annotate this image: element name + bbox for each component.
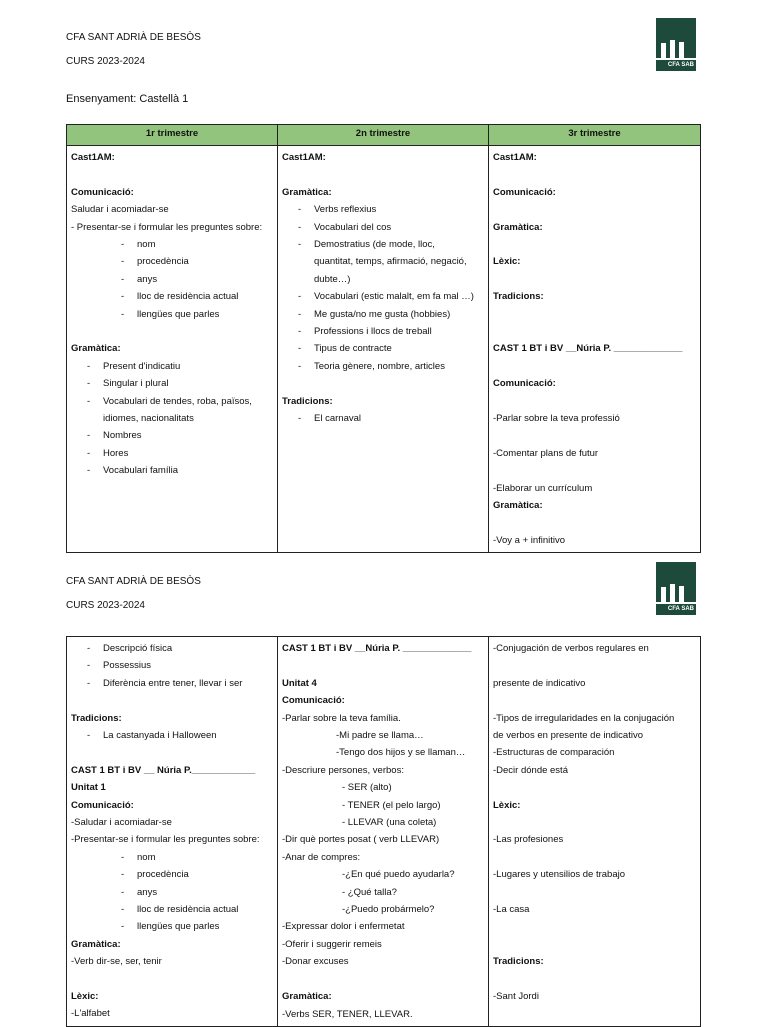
spacer <box>71 323 273 340</box>
section-heading: Tradicions: <box>493 956 544 968</box>
content-line: - Vocabulari de tendes, roba, països, <box>71 393 273 410</box>
header-trimester-2: 2n trimestre <box>278 125 489 146</box>
content-line: - TENER (el pelo largo) <box>342 799 441 811</box>
content-line: -Descriure persones, verbos: <box>282 764 404 776</box>
spacer <box>71 166 273 183</box>
spacer <box>493 201 696 218</box>
content-line: -Mi padre se llama… <box>336 730 424 742</box>
content-line: -Expressar dolor i enfermetat <box>282 921 405 933</box>
trimester-3-content-continued <box>489 637 701 1027</box>
section-heading: Lèxic: <box>71 991 99 1003</box>
content-line: -Verbs SER, TENER, LLEVAR. <box>282 1008 413 1020</box>
content-line: -Verb dir-se, ser, tenir <box>71 956 162 968</box>
content-line: -Presentar-se i formular les preguntes sobre: <box>71 834 260 846</box>
content-line: -Sant Jordi <box>493 990 539 1002</box>
syllabus-table-1 <box>66 124 701 553</box>
content-line: - procedència <box>71 253 273 270</box>
section-heading: Gramàtica: <box>493 221 543 233</box>
spacer <box>493 971 696 988</box>
section-heading: Gramàtica: <box>71 343 121 355</box>
content-line: - Teoria gènere, nombre, articles <box>282 358 484 375</box>
logo-text-page-2: CFA SAB <box>667 606 694 612</box>
content-line: -Tipos de irregularidades en la conjugación <box>493 712 675 724</box>
content-line: -Voy a + infinitivo <box>493 534 566 546</box>
content-line: - ¿Qué talla? <box>342 886 397 898</box>
trimester-3-content <box>489 146 701 553</box>
header-trimester-3: 3r trimestre <box>489 125 701 146</box>
spacer <box>282 657 484 674</box>
section-heading: Comunicació: <box>282 695 345 707</box>
school-year-page-2: CURS 2023-2024 <box>66 600 145 611</box>
content-line: -¿Puedo probármelo? <box>342 904 435 916</box>
content-line: - Hores <box>71 445 273 462</box>
content-line: - Present d'indicatiu <box>71 358 273 375</box>
spacer <box>493 323 696 340</box>
spacer <box>282 375 484 392</box>
content-line: -Estructuras de comparación <box>493 747 615 759</box>
spacer <box>493 918 696 935</box>
content-line: -Conjugación de verbos regulares en <box>493 643 649 654</box>
section-heading: Comunicació: <box>493 186 556 198</box>
content-line: - Verbs reflexius <box>282 201 484 218</box>
content-line: -Oferir i suggerir remeis <box>282 938 382 950</box>
section-heading: Gramàtica: <box>493 499 543 511</box>
content-line: - Descripció física <box>71 640 273 657</box>
content-line: -Tengo dos hijos y se llaman… <box>336 747 466 759</box>
content-line: -Parlar sobre la teva família. <box>282 712 401 724</box>
content-line: idiomes, nacionalitats <box>103 413 194 425</box>
content-line: - anys <box>71 884 273 901</box>
spacer <box>493 849 696 866</box>
content-line: -Las profesiones <box>493 834 564 846</box>
content-line: - Professions i llocs de treball <box>282 323 484 340</box>
spacer <box>71 971 273 988</box>
content-line: presente de indicativo <box>493 677 586 689</box>
spacer <box>493 271 696 288</box>
spacer <box>71 692 273 709</box>
header-trimester-1: 1r trimestre <box>67 125 278 146</box>
content-line: Saludar i acomiadar-se <box>71 204 169 216</box>
spacer <box>493 692 696 709</box>
content-line: - Vocabulari (estic malalt, em fa mal …) <box>282 288 484 305</box>
content-line: -Comentar plans de futur <box>493 447 599 459</box>
spacer <box>493 166 696 183</box>
school-name-page-2: CFA SANT ADRIÀ DE BESÒS <box>66 576 201 587</box>
spacer <box>493 779 696 796</box>
content-line: - Possessius <box>71 657 273 674</box>
content-line: de verbos en presente de indicativo <box>493 730 643 741</box>
section-heading: Gramàtica: <box>71 938 121 950</box>
school-name: CFA SANT ADRIÀ DE BESÒS <box>66 32 201 43</box>
content-line: - Demostratius (de mode, lloc, <box>282 236 484 253</box>
content-line: - Diferència entre tener, llevar i ser <box>71 675 273 692</box>
content-line: - Singular i plural <box>71 375 273 392</box>
content-line: - nom <box>71 236 273 253</box>
section-heading: Comunicació: <box>71 799 134 811</box>
content-line: -Anar de compres: <box>282 851 361 863</box>
content-line: - nom <box>71 849 273 866</box>
section-heading: Gramàtica: <box>282 991 332 1003</box>
content-line: - LLEVAR (una coleta) <box>342 817 437 829</box>
trimester-2-content <box>278 146 489 553</box>
content-line: -Dir què portes posat ( verb LLEVAR) <box>282 834 440 846</box>
content-line: -Elaborar un currículum <box>493 482 593 494</box>
content-line: - SER (alto) <box>342 782 392 794</box>
section-heading: Gramàtica: <box>282 186 332 198</box>
content-line: -Parlar sobre la teva professió <box>493 412 620 424</box>
section-heading: Unitat 1 <box>71 782 106 794</box>
content-line: quantitat, temps, afirmació, negació, <box>314 256 467 268</box>
section-heading: Tradicions: <box>493 291 544 303</box>
section-heading: CAST 1 BT i BV __ Núria P.____________ <box>71 764 256 776</box>
spacer <box>493 657 696 674</box>
section-heading: Lèxic: <box>493 256 521 268</box>
spacer <box>493 462 696 479</box>
content-line: - Vocabulari família <box>71 462 273 479</box>
spacer <box>493 427 696 444</box>
content-line: -¿En qué puedo ayudarla? <box>342 869 455 881</box>
spacer <box>71 744 273 761</box>
content-line: dubte…) <box>314 273 351 285</box>
content-line: - La castanyada i Halloween <box>71 727 273 744</box>
trimester-2-content-continued <box>278 637 489 1027</box>
section-heading: CAST 1 BT i BV __Núria P. _____________ <box>282 643 472 654</box>
spacer <box>493 358 696 375</box>
spacer <box>493 936 696 953</box>
trimester-1-content <box>67 146 278 553</box>
spacer <box>493 306 696 323</box>
logo-text: CFA SAB <box>667 62 694 68</box>
content-line: -Saludar i acomiadar-se <box>71 817 172 829</box>
section-heading: Unitat 4 <box>282 677 317 689</box>
content-line: - El carnaval <box>282 410 484 427</box>
section-heading: CAST 1 BT i BV __Núria P. _____________ <box>493 343 683 355</box>
trimester-1-content-continued <box>67 637 278 1027</box>
spacer <box>493 393 696 410</box>
spacer <box>282 166 484 183</box>
section-heading: Comunicació: <box>493 378 556 390</box>
subject-title: Ensenyament: Castellà 1 <box>66 93 189 105</box>
content-line: - Tipus de contracte <box>282 340 484 357</box>
content-line: - procedència <box>71 866 273 883</box>
content-line: -Decir dónde está <box>493 764 568 776</box>
content-line: -Lugares y utensilios de trabajo <box>493 869 626 881</box>
content-line: -L'alfabet <box>71 1008 110 1020</box>
content-line: -Donar excuses <box>282 956 349 968</box>
section-heading: Cast1AM: <box>282 152 326 163</box>
section-heading: Cast1AM: <box>493 152 537 163</box>
content-line: - lloc de residència actual <box>71 901 273 918</box>
content-line: - lloc de residència actual <box>71 288 273 305</box>
section-heading: Lèxic: <box>493 799 521 811</box>
section-heading: Cast1AM: <box>71 152 115 163</box>
spacer <box>493 514 696 531</box>
section-heading: Tradicions: <box>71 712 122 724</box>
content-line: - Presentar-se i formular les preguntes sobre: <box>71 221 263 233</box>
syllabus-table-2 <box>66 636 701 1027</box>
school-logo <box>656 18 696 71</box>
content-line: -La casa <box>493 904 530 915</box>
content-line: - Nombres <box>71 427 273 444</box>
school-logo-page-2 <box>656 562 696 615</box>
school-year: CURS 2023-2024 <box>66 56 145 67</box>
content-line: - Vocabulari del cos <box>282 219 484 236</box>
content-line: - llengües que parles <box>71 918 273 935</box>
content-line: - Me gusta/no me gusta (hobbies) <box>282 306 484 323</box>
content-line: - anys <box>71 271 273 288</box>
content-line: - llengües que parles <box>71 306 273 323</box>
section-heading: Comunicació: <box>71 186 134 198</box>
spacer <box>493 814 696 831</box>
section-heading: Tradicions: <box>282 395 333 407</box>
spacer <box>282 971 484 988</box>
spacer <box>493 884 696 901</box>
spacer <box>493 236 696 253</box>
